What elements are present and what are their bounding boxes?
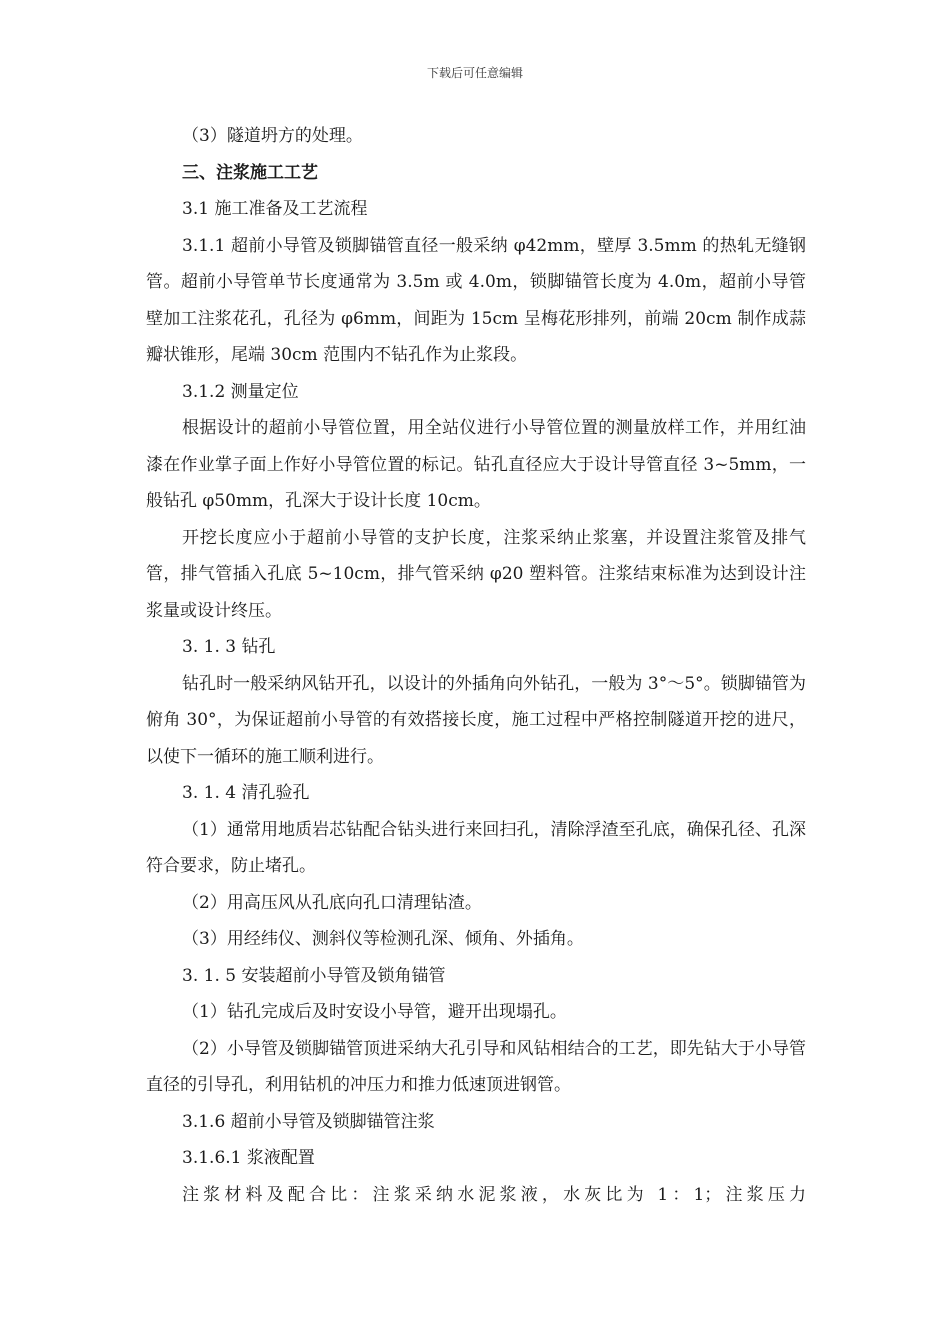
subheading-3-1-5: 3. 1. 5 安装超前小导管及锁角锚管 — [182, 965, 446, 986]
paragraph-excavation-length: 开挖长度应小于超前小导管的支护长度，注浆采纳止浆塞，并设置注浆管及排气管，排气管插入孔底 5~10cm，排气管采纳 φ20 塑料管。注浆结束标准为达到设计注浆量或设计终压。 — [146, 527, 806, 621]
subheading-3-1-3: 3. 1. 3 钻孔 — [182, 637, 276, 657]
paragraph-hole-cleaning-3: （3）用经纬仪、测斜仪等检测孔深、倾角、外插角。 — [182, 929, 584, 949]
subheading-3-1-6: 3.1.6 超前小导管及锁脚锚管注浆 — [182, 1111, 435, 1132]
subheading-3-1: 3.1 施工准备及工艺流程 — [182, 199, 368, 219]
paragraph-collapse-handling: （3）隧道坍方的处理。 — [182, 126, 363, 146]
paragraph-drilling: 钻孔时一般采纳风钻开孔，以设计的外插角向外钻孔，一般为 3°～5°。锁脚锚管为俯角 30°，为保证超前小导管的有效搭接长度，施工过程中严格控制隧道开挖的进尺，以使下一循环的施工顺利进行。 — [146, 673, 806, 767]
subheading-3-1-2: 3.1.2 测量定位 — [182, 381, 299, 402]
section-heading-grouting: 三、注浆施工工艺 — [182, 162, 318, 183]
paragraph-hole-cleaning-1: （1）通常用地质岩芯钻配合钻头进行来回扫孔，清除浮渣至孔底，确保孔径、孔深符合要求，防止堵孔。 — [146, 819, 806, 876]
page-header: 下载后可任意编辑 — [426, 66, 523, 80]
paragraph-survey-positioning: 根据设计的超前小导管位置，用全站仪进行小导管位置的测量放样工作，并用红油漆在作业掌子面上作好小导管位置的标记。钻孔直径应大于设计导管直径 3~5mm，一般钻孔 φ50mm，孔深大于设计长度 10cm。 — [146, 418, 806, 511]
subheading-3-1-6-1: 3.1.6.1 浆液配置 — [182, 1148, 315, 1168]
document-body — [146, 118, 806, 1213]
paragraph-grout-materials: 注浆材料及配合比：注浆采纳水泥浆液，水灰比为 1：1；注浆压力 — [182, 1184, 806, 1205]
paragraph-3-1-1: 3.1.1 超前小导管及锁脚锚管直径一般采纳 φ42mm，壁厚 3.5mm 的热轧无缝钢管。超前小导管单节长度通常为 3.5m 或 4.0m，锁脚锚管长度为 4.0m，超前小导管壁加工注浆花孔，孔径为 φ6mm，间距为 15cm 呈梅花形排列，前端 20cm 制作成蒜瓣状锥形，尾端 30cm 范围内不钻孔作为止浆段。 — [146, 235, 806, 365]
paragraph-install-2: （2）小导管及锁脚锚管顶进采纳大孔引导和风钻相结合的工艺，即先钻大于小导管直径的引导孔，利用钻机的冲压力和推力低速顶进钢管。 — [146, 1038, 806, 1095]
subheading-3-1-4: 3. 1. 4 清孔验孔 — [182, 783, 310, 803]
paragraph-install-1: （1）钻孔完成后及时安设小导管，避开出现塌孔。 — [182, 1002, 567, 1022]
paragraph-hole-cleaning-2: （2）用高压风从孔底向孔口清理钻渣。 — [182, 892, 482, 913]
